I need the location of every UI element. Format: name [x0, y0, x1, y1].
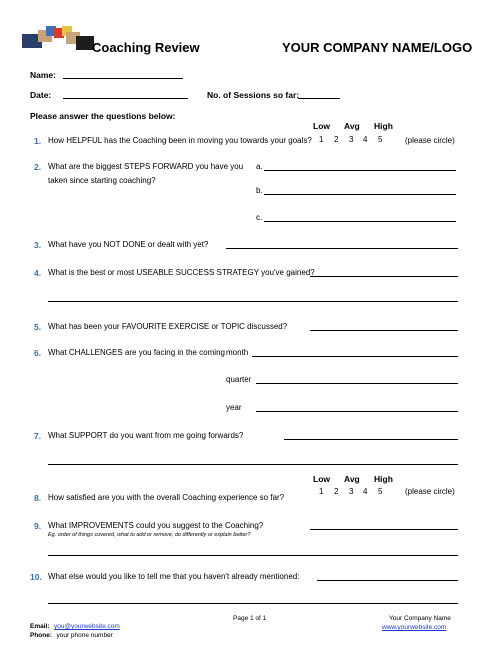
question-hint: Eg. order of things covered, what to add or remove, do differently or explain better? — [48, 532, 251, 538]
scale-avg: Avg — [344, 474, 360, 484]
rating-5[interactable]: 5 — [378, 487, 383, 496]
sessions-field[interactable] — [298, 98, 340, 99]
date-field[interactable] — [63, 98, 188, 99]
question-text: What has been your FAVOURITE EXERCISE or TOPIC discussed? — [48, 322, 288, 331]
rating-3[interactable]: 3 — [349, 135, 354, 144]
answer-field[interactable] — [310, 529, 458, 530]
rating-1[interactable]: 1 — [319, 135, 324, 144]
answer-field-extra[interactable] — [48, 555, 458, 556]
answer-b-field[interactable] — [264, 194, 456, 195]
question-text: How HELPFUL has the Coaching been in moving you towards your goals? — [48, 136, 312, 145]
question-text: What else would you like to tell me that you haven't already mentioned: — [48, 572, 300, 581]
question-number: 4. — [34, 268, 42, 278]
scale-low: Low — [313, 474, 330, 484]
year-field[interactable] — [256, 411, 458, 412]
phone-label: Phone: — [30, 632, 53, 639]
rating-1[interactable]: 1 — [319, 487, 324, 496]
email-link[interactable]: you@yourwebsite.com — [53, 623, 120, 630]
rating-4[interactable]: 4 — [363, 135, 368, 144]
month-field[interactable] — [252, 356, 458, 357]
footer-company: Your Company Name — [389, 615, 451, 622]
please-circle: (please circle) — [405, 487, 455, 496]
answer-field-extra[interactable] — [48, 603, 458, 604]
answer-c-label: c. — [256, 213, 263, 222]
scale-high: High — [374, 474, 393, 484]
form-title: Coaching Review — [92, 40, 200, 55]
quarter-field[interactable] — [256, 383, 458, 384]
question-number: 7. — [34, 431, 42, 441]
answer-field[interactable] — [284, 439, 458, 440]
question-text: How satisfied are you with the overall Coaching experience so far? — [48, 493, 285, 502]
question-number: 9. — [34, 521, 42, 531]
name-label: Name: — [30, 70, 56, 80]
rating-5[interactable]: 5 — [378, 135, 383, 144]
sessions-label: No. of Sessions so far: — [207, 90, 300, 100]
instructions: Please answer the questions below: — [30, 111, 176, 121]
footer-phone — [30, 624, 113, 642]
question-text: What SUPPORT do you want from me going forwards? — [48, 431, 244, 440]
answer-field[interactable] — [310, 330, 458, 331]
answer-field[interactable] — [226, 248, 458, 249]
answer-b-label: b. — [256, 186, 263, 195]
question-number: 2. — [34, 162, 42, 172]
answer-a-label: a. — [256, 162, 263, 171]
question-number: 5. — [34, 322, 42, 332]
answer-field-extra[interactable] — [48, 301, 458, 302]
month-label: month — [226, 348, 249, 357]
question-text: What have you NOT DONE or dealt with yet? — [48, 240, 209, 249]
website-link[interactable]: www.yourwebsite.com — [382, 624, 447, 631]
please-circle: (please circle) — [405, 136, 455, 145]
question-number: 1. — [34, 136, 42, 146]
scale-avg: Avg — [344, 121, 360, 131]
answer-field[interactable] — [310, 276, 458, 277]
question-text: What IMPROVEMENTS could you suggest to the Coaching? — [48, 521, 264, 530]
email-label: Email: — [30, 623, 50, 630]
question-number: 8. — [34, 493, 42, 503]
rating-2[interactable]: 2 — [334, 135, 339, 144]
answer-field-extra[interactable] — [48, 464, 458, 465]
answer-field[interactable] — [317, 580, 458, 581]
question-text: What CHALLENGES are you facing in the coming — [48, 348, 225, 357]
answer-a-field[interactable] — [264, 170, 456, 171]
date-label: Date: — [30, 90, 52, 100]
phone-value: your phone number — [56, 632, 113, 639]
page-number: Page 1 of 1 — [233, 615, 267, 622]
quarter-label: quarter — [226, 375, 252, 384]
puzzle-hands-image — [22, 24, 94, 54]
question-text: What is the best or most USEABLE SUCCESS STRATEGY you've gained? — [48, 268, 315, 277]
rating-2[interactable]: 2 — [334, 487, 339, 496]
question-number: 10. — [30, 572, 42, 582]
question-number: 6. — [34, 348, 42, 358]
answer-c-field[interactable] — [264, 221, 456, 222]
question-text-cont: taken since starting coaching? — [48, 176, 156, 185]
name-field[interactable] — [63, 78, 183, 79]
question-text: What are the biggest STEPS FORWARD you have you — [48, 162, 244, 171]
scale-high: High — [374, 121, 393, 131]
scale-low: Low — [313, 121, 330, 131]
year-label: year — [226, 403, 242, 412]
rating-4[interactable]: 4 — [363, 487, 368, 496]
company-name: YOUR COMPANY NAME/LOGO — [282, 40, 473, 55]
question-number: 3. — [34, 240, 42, 250]
rating-3[interactable]: 3 — [349, 487, 354, 496]
